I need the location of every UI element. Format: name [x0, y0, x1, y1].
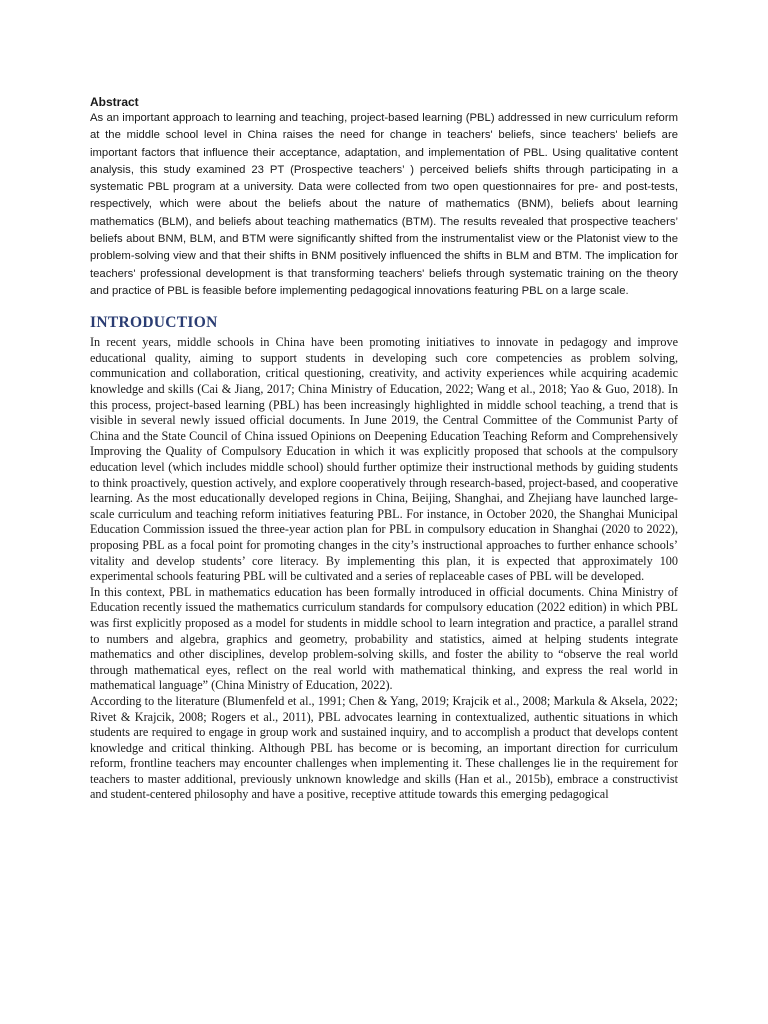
intro-paragraph-2: In this context, PBL in mathematics education has been formally introduced in official documents. China Ministry of Education recently issued the mathematics curriculum standards for compulsory education (2022 edition) in which PBL was first explicitly proposed as a model for students in middle school to learn integration and practice, a parallel strand to numbers and algebra, graphics and geometry, probability and statistics, aimed at helping students integrate mathematics and other disciplines, develop problem-solving skills, and foster the ability to “observe the real world through mathematical eyes, reflect on the real world with mathematical thinking, and express the real world in mathematical language” (China Ministry of Education, 2022).: [90, 584, 678, 693]
introduction-section: [90, 314, 678, 803]
abstract-text: As an important approach to learning and teaching, project-based learning (PBL) addressed in new curriculum reform at the middle school level in China raises the need for change in teachers' beliefs, since teachers' beliefs are important factors that influence their acceptance, adaptation, and implementation of PBL. Using qualitative content analysis, this study examined 23 PT (Prospective teachers’ ) perceived beliefs shifts through participating in a systematic PBL program at a university. Data were collected from two open questionnaires for pre- and post-tests, respectively, which were about the beliefs about the nature of mathematics (BNM), beliefs about learning mathematics (BLM), and beliefs about teaching mathematics (BTM). The results revealed that prospective teachers’ beliefs about BNM, BLM, and BTM were significantly shifted from the instrumentalist view or the Platonist view to the problem-solving view and that their shifts in BNM positively influenced the shifts in BLM and BTM. The implication for teachers' professional development is that transforming teachers' beliefs through systematic training on the theory and practice of PBL is feasible before implementing pedagogical innovations featuring PBL on a large scale.: [90, 112, 678, 297]
intro-paragraph-1: In recent years, middle schools in China have been promoting initiatives to innovate in pedagogy and improve educational quality, aiming to support students in developing such core competencies as problem solving, communication and collaboration, critical questioning, creativity, and activity experiences while acquiring academic knowledge and skills (Cai & Jiang, 2017; China Ministry of Education, 2022; Wang et al., 2018; Yao & Guo, 2018). In this process, project-based learning (PBL) has been increasingly highlighted in middle school teaching, a trend that is visible in several newly issued official documents. In June 2019, the Central Committee of the Communist Party of China and the State Council of China issued Opinions on Deepening Education Teaching Reform and Comprehensively Improving the Quality of Compulsory Education in which it was explicitly proposed that schools at the compulsory education level (which includes middle school) should further optimize their instructional methods by guiding students to think proactively, question actively, and explore cooperatively through research-based, project-based, and cooperative learning. As the most educationally developed regions in China, Beijing, Shanghai, and Zhejiang have launched large-scale curriculum and teaching reform initiatives featuring PBL. For instance, in October 2020, the Shanghai Municipal Education Commission issued the three-year action plan for PBL in compulsory education in Shanghai (2020 to 2022), proposing PBL as a focal point for promoting changes in the city’s instructional approaches to further enhance schools’ vitality and develop students’ core literacy. By implementing this plan, it is expected that approximately 100 experimental schools featuring PBL will be cultivated and a series of replaceable cases of PBL will be developed.: [90, 335, 678, 584]
paper-page: [90, 94, 678, 803]
abstract-section: [90, 94, 678, 300]
intro-paragraph-3: According to the literature (Blumenfeld et al., 1991; Chen & Yang, 2019; Krajcik et al., 2008; Markula & Aksela, 2022; Rivet & Krajcik, 2008; Rogers et al., 2011), PBL advocates learning in contextualized, authentic situations in which students are required to engage in group work and sustained inquiry, and to accomplish a product that develops content knowledge and critical thinking. Although PBL has become or is becoming, an important direction for curriculum reform, frontline teachers may encounter challenges when implementing it. These challenges lie in the requirement for teachers to master additional, previously unknown knowledge and skills (Han et al., 2015b), embrace a constructivist and student-centered philosophy and have a positive, receptive attitude towards this emerging pedagogical: [90, 693, 678, 802]
abstract-heading: Abstract: [90, 95, 139, 109]
introduction-heading: INTRODUCTION: [90, 314, 218, 332]
